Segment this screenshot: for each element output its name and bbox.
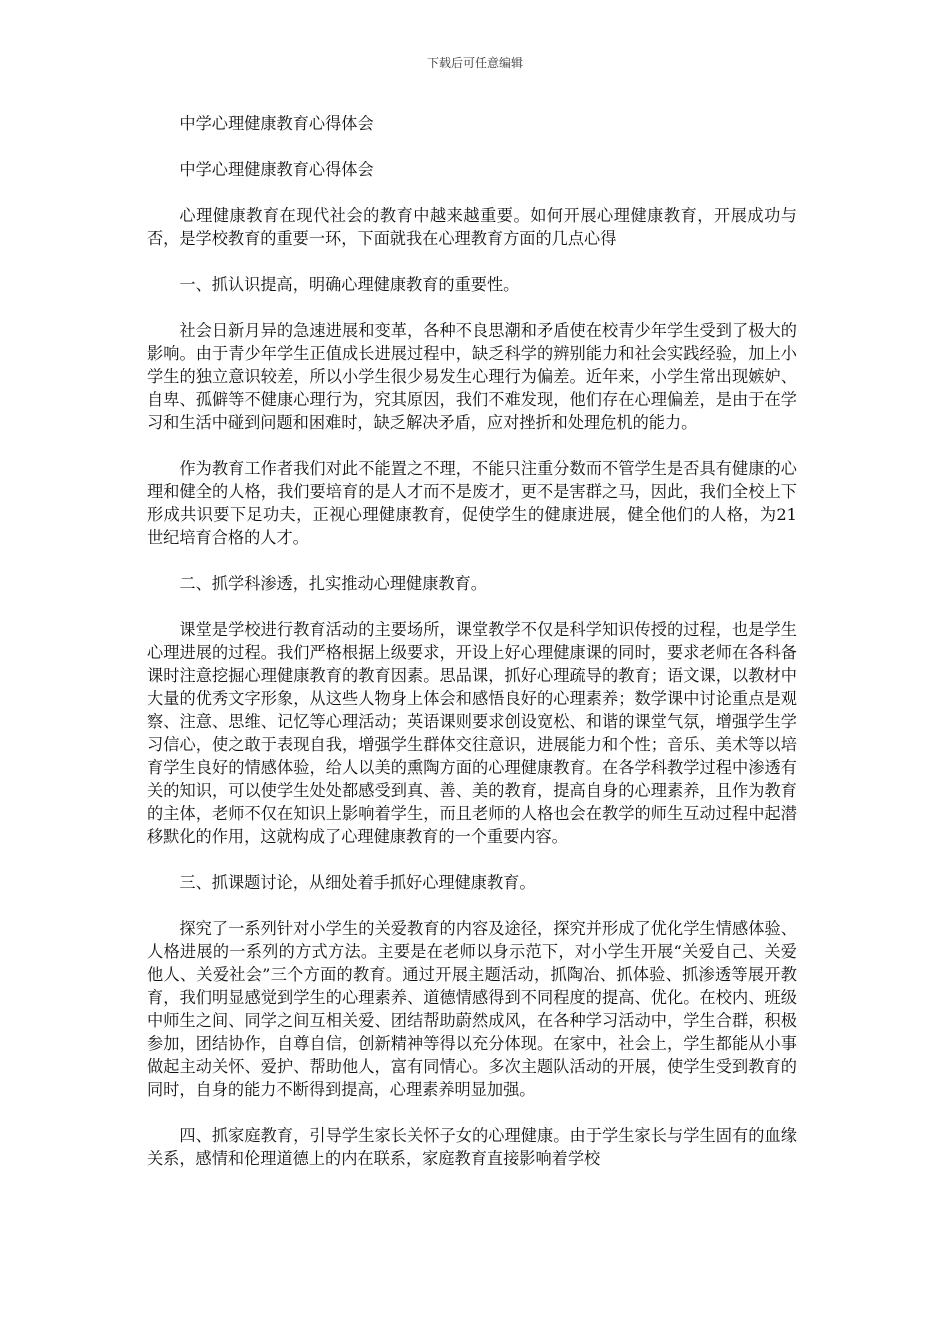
- paragraph-2: 作为教育工作者我们对此不能置之不理，不能只注重分数而不管学生是否具有健康的心理和健全的人格，我们要培育的是人才而不是废才，更不是害群之马，因此，我们全校上下形成共识要下足功夫，正视心理健康教育，促使学生的健康进展，健全他们的人格，为21世纪培育合格的人才。: [147, 459, 797, 547]
- paragraph-4: 探究了一系列针对小学生的关爱教育的内容及途径，探究并形成了优化学生情感体验、人格进展的一系列的方式方法。主要是在老师以身示范下，对小学生开展“关爱自己、关爱他人、关爱社会”三个方面的教育。通过开展主题活动，抓陶冶、抓体验、抓渗透等展开教育，我们明显感觉到学生的心理素养、道德情感得到不同程度的提高、优化。在校内、班级中师生之间、同学之间互相关爱、团结帮助蔚然成风，在各种学习活动中，学生合群，积极参加，团结协作，自尊自信，创新精神等得以充分体现。在家中，社会上，学生都能从小事做起主动关怀、爱护、帮助他人，富有同情心。多次主题队活动的开展，使学生受到教育的同时，自身的能力不断得到提高，心理素养明显加强。: [147, 919, 797, 1099]
- paragraph-5: 四、抓家庭教育，引导学生家长关怀子女的心理健康。由于学生家长与学生固有的血缘关系，感情和伦理道德上的内在联系，家庭教育直接影响着学校: [147, 1126, 797, 1168]
- section-heading-3: 三、抓课题讨论，从细处着手抓好心理健康教育。: [179, 873, 536, 892]
- document-subtitle: 中学心理健康教育心得体会: [179, 160, 374, 179]
- paragraph-3: 课堂是学校进行教育活动的主要场所，课堂教学不仅是科学知识传授的过程，也是学生心理进展的过程。我们严格根据上级要求，开设上好心理健康课的同时，要求老师在各科备课时注意挖掘心理健康教育的教育因素。思品课，抓好心理疏导的教育；语文课，以教材中大量的优秀文字形象，从这些人物身上体会和感悟良好的心理素养；数学课中讨论重点是观察、注意、思维、记忆等心理活动；英语课则要求创设宽松、和谐的课堂气氛，增强学生学习信心，使之敢于表现自我，增强学生群体交往意识，进展能力和个性；音乐、美术等以培育学生良好的情感体验，给人以美的熏陶方面的心理健康教育。在各学科教学过程中渗透有关的知识，可以使学生处处都感受到真、善、美的教育，提高自身的心理素养，且作为教育的主体，老师不仅在知识上影响着学生，而且老师的人格也会在教学的师生互动过程中起潜移默化的作用，这就构成了心理健康教育的一个重要内容。: [147, 620, 797, 846]
- section-heading-1: 一、抓认识提高，明确心理健康教育的重要性。: [179, 275, 520, 294]
- paragraph-1: 社会日新月异的急速进展和变革，各种不良思潮和矛盾使在校青少年学生受到了极大的影响。由于青少年学生正值成长进展过程中，缺乏科学的辨别能力和社会实践经验，加上小学生的独立意识较差，所以小学生很少易发生心理行为偏差。近年来，小学生常出现嫉妒、自卑、孤僻等不健康心理行为，究其原因，我们不难发现，他们存在心理偏差，是由于在学习和生活中碰到问题和困难时，缺乏解决矛盾，应对挫折和处理危机的能力。: [147, 321, 797, 432]
- document-body: [147, 112, 797, 1193]
- section-heading-2: 二、抓学科渗透，扎实推动心理健康教育。: [179, 574, 487, 593]
- page-header-note: 下载后可任意编辑: [426, 56, 523, 70]
- paragraph-intro: 心理健康教育在现代社会的教育中越来越重要。如何开展心理健康教育，开展成功与否，是学校教育的重要一环，下面就我在心理教育方面的几点心得: [147, 206, 797, 248]
- document-title: 中学心理健康教育心得体会: [179, 114, 374, 133]
